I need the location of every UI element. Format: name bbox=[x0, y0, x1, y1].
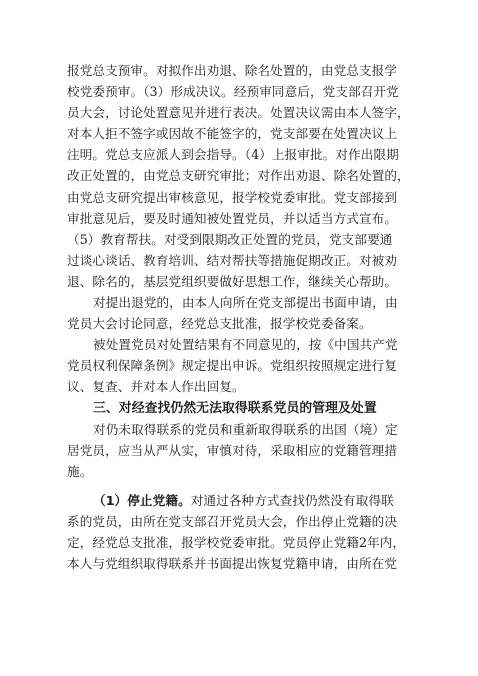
text-line: 由党总支研究提出审核意见，报学校党委审批。党支部接到 bbox=[67, 189, 398, 205]
text-line: 党员权利保障条例》规定提出申诉。党组织按照规定进行复 bbox=[67, 358, 398, 374]
text-line: 施。 bbox=[67, 463, 93, 479]
text-run: 对通过各种方式查找仍然没有取得联 bbox=[190, 492, 394, 508]
text-line: 改正处置的，由党总支研究审批；对作出劝退、除名处置的， bbox=[67, 168, 410, 184]
section-heading: 三、对经查找仍然无法取得联系党员的管理及处置 bbox=[93, 400, 377, 416]
document-page bbox=[67, 60, 415, 574]
text-line: 对本人拒不签字或因故不能签字的，党支部要在处置决议上 bbox=[67, 126, 398, 142]
text-line: 退、除名的，基层党组织要做好思想工作，继续关心帮助。 bbox=[67, 273, 398, 289]
text-line: 党员大会讨论同意，经党总支批准，报学校党委备案。 bbox=[67, 316, 372, 332]
text-line: 本人与党组织取得联系并书面提出恢复党籍申请，由所在党 bbox=[67, 556, 398, 572]
text-line: 审批意见后，要及时通知被处置党员，并以适当方式宣布。 bbox=[67, 210, 398, 226]
paragraph-start: 被处置党员对处置结果有不同意见的，按《中国共产党 bbox=[93, 337, 398, 353]
text-line: 报党总支预审。对拟作出劝退、除名处置的，由党总支报学 bbox=[67, 63, 398, 78]
text-line: 居党员，应当从严从实，审慎对待，采取相应的党籍管理措 bbox=[67, 442, 398, 458]
text-line: 过谈心谈话、教育培训、结对帮扶等措施促期改正。对被劝 bbox=[67, 252, 398, 268]
subheading-inline: （1）停止党籍。 bbox=[93, 492, 191, 508]
text-line: 系的党员，由所在党支部召开党员大会，作出停止党籍的决 bbox=[67, 513, 398, 529]
paragraph-start: 对仍未取得联系的党员和重新取得联系的出国（境）定 bbox=[93, 421, 398, 437]
paragraph-start: 对提出退党的，由本人向所在党支部提出书面申请，由 bbox=[93, 295, 398, 311]
text-line: 注明。党总支应派人到会指导。（4）上报审批。对作出限期 bbox=[67, 147, 399, 163]
text-line: 议、复查、并对本人作出回复。 bbox=[67, 379, 245, 395]
text-line: （5）教育帮扶。对受到限期改正处置的党员，党支部要通 bbox=[67, 231, 393, 247]
text-line: 员大会，讨论处置意见并进行表决。处置决议需由本人签字， bbox=[67, 105, 410, 121]
text-line: 定，经党总支批准，报学校党委审批。党员停止党籍2年内， bbox=[67, 535, 406, 551]
text-line: 校党委预审。（3）形成决议。经预审同意后，党支部召开党 bbox=[67, 84, 399, 100]
paragraph-gap bbox=[67, 482, 415, 490]
paragraph-start bbox=[67, 490, 415, 511]
